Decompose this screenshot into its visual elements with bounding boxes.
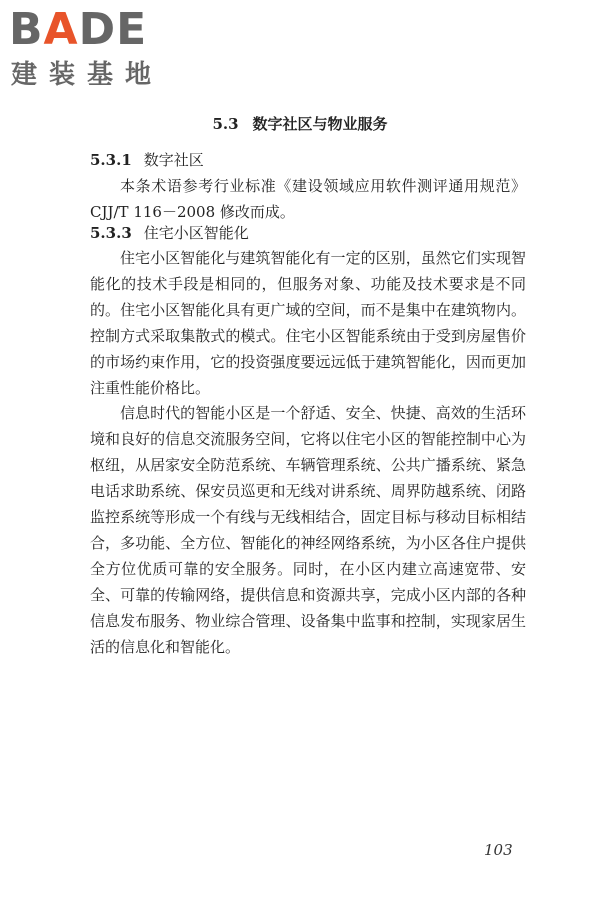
bade-logo bbox=[9, 6, 174, 92]
clause-5-3-3-paragraph-2: 信息时代的智能小区是一个舒适、安全、快捷、高效的生活环境和良好的信息交流服务空间，它将以住宅小区的智能控制中心为枢纽，从居家安全防范系统、车辆管理系统、公共广播系统、紧急电话求助系统、保安员巡更和无线对讲系统、周界防越系统、闭路监控系统等形成一个有线与无线相结合，固定目标与移动目标相结合，多功能、全方位、智能化的神经网络系统，为小区各住户提供全方位优质可靠的安全服务。同时，在小区内建立高速宽带、安全、可靠的传输网络，提供信息和资源共享，完成小区内部的各种信息发布服务、物业综合管理、设备集中监事和控制，实现家居生活的信息化和智能化。 bbox=[90, 404, 526, 656]
logo-letter-a: A bbox=[43, 4, 79, 55]
logo-wordmark bbox=[9, 6, 147, 54]
clause-title: 住宅小区智能化 bbox=[143, 224, 249, 242]
clause-heading-5-3-3 bbox=[90, 223, 249, 243]
section-number: 5.3 bbox=[212, 115, 239, 133]
clause-heading-5-3-1 bbox=[90, 150, 204, 170]
logo-letters-de: DE bbox=[78, 4, 148, 55]
clause-5-3-1-paragraph: 本条术语参考行业标准《建设领域应用软件测评通用规范》CJJ/T 116－2008 修改而成。 bbox=[90, 177, 526, 221]
clause-5-3-3-paragraph-1: 住宅小区智能化与建筑智能化有一定的区别，虽然它们实现智能化的技术手段是相同的，但服务对象、功能及技术要求是不同的。住宅小区智能化具有更广域的空间，而不是集中在建筑物内。控制方式采取集散式的模式。住宅小区智能系统由于受到房屋售价的市场约束作用，它的投资强度要远远低于建筑智能化，因而更加注重性能价格比。 bbox=[90, 249, 526, 397]
logo-letter-b: B bbox=[9, 4, 44, 55]
logo-subtitle: 建装基地 bbox=[11, 60, 164, 90]
section-heading bbox=[0, 114, 600, 134]
clause-title: 数字社区 bbox=[143, 151, 204, 169]
clause-number: 5.3.3 bbox=[90, 224, 132, 242]
clause-number: 5.3.1 bbox=[90, 151, 132, 169]
page-number: 103 bbox=[484, 841, 513, 859]
section-title: 数字社区与物业服务 bbox=[252, 115, 388, 133]
